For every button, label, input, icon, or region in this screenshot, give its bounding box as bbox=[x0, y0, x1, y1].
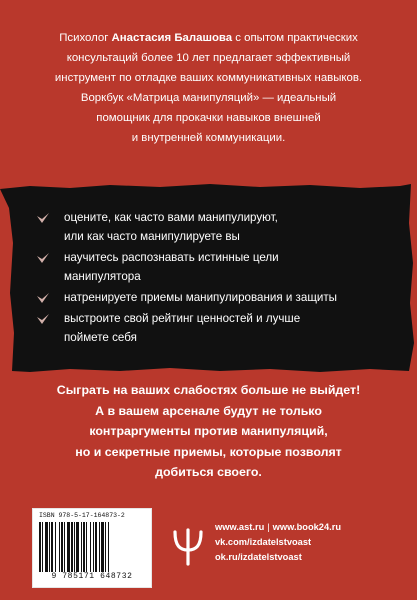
barcode bbox=[32, 508, 152, 588]
barcode-bar bbox=[49, 522, 50, 572]
list-item-line-1: натренируете приемы манипулирования и защиты bbox=[64, 291, 337, 304]
list-item bbox=[36, 248, 381, 286]
list-item-line-2: манипулятора bbox=[64, 270, 141, 283]
slogan-line-3: контраргументы против манипуляций, bbox=[89, 424, 328, 439]
intro-line-5: помощник для прокачки навыков внешней bbox=[96, 112, 321, 124]
barcode-bars bbox=[39, 522, 145, 572]
checkmark-icon bbox=[36, 211, 50, 225]
barcode-bar bbox=[90, 522, 91, 572]
intro-paragraph bbox=[40, 28, 377, 148]
link-separator: | bbox=[267, 522, 270, 532]
links-row-1 bbox=[215, 520, 341, 535]
intro-line-2: консультаций более 10 лет предлагает эффективный bbox=[66, 52, 351, 64]
barcode-bar bbox=[51, 522, 53, 572]
isbn-label: ISBN 978-5-17-164873-2 bbox=[39, 512, 125, 519]
list-item bbox=[36, 309, 381, 347]
barcode-bar bbox=[95, 522, 97, 572]
barcode-bar bbox=[99, 522, 100, 572]
list-item-line-2: или как часто манипулируете вы bbox=[64, 230, 240, 243]
barcode-bar bbox=[101, 522, 104, 572]
barcode-bar bbox=[55, 522, 56, 572]
checkmark-icon bbox=[36, 251, 50, 265]
list-item bbox=[36, 208, 381, 246]
list-item-line-1: оцените, как часто вами манипулируют, bbox=[64, 211, 278, 224]
barcode-bar bbox=[39, 522, 41, 572]
barcode-number: 9 785171 648732 bbox=[51, 572, 133, 581]
slogan-line-2: А в вашем арсенале будут не только bbox=[95, 403, 322, 418]
list-item bbox=[36, 288, 381, 307]
ast-logo-icon bbox=[171, 528, 205, 566]
intro-line-1-pre: Психолог bbox=[59, 32, 112, 44]
list-item-line-1: научитесь распознавать истинные цели bbox=[64, 251, 279, 264]
intro-line-4: Воркбук «Матрица манипуляций» — идеальный bbox=[80, 92, 337, 104]
slogan-block bbox=[20, 380, 397, 483]
list-item-line-2: поймете себя bbox=[64, 331, 137, 344]
list-item-line-1: выстроите свой рейтинг ценностей и лучше bbox=[64, 312, 301, 325]
checkmark-icon bbox=[36, 312, 50, 326]
footer bbox=[0, 508, 417, 600]
barcode-bar bbox=[83, 522, 85, 572]
ok-link[interactable]: ok.ru/izdatelstvoast bbox=[215, 552, 302, 562]
ast-link[interactable]: www.ast.ru bbox=[215, 522, 265, 532]
intro-line-3: инструмент по отладке ваших коммуникативных навыков. bbox=[54, 72, 363, 84]
barcode-bar bbox=[105, 522, 106, 572]
barcode-bar bbox=[74, 522, 75, 572]
slogan-line-4: но и секретные приемы, которые позволят bbox=[75, 444, 342, 459]
barcode-bar bbox=[76, 522, 79, 572]
barcode-bar bbox=[93, 522, 94, 572]
barcode-bar bbox=[71, 522, 73, 572]
vk-link[interactable]: vk.com/izdatelstvoast bbox=[215, 537, 312, 547]
barcode-bar bbox=[108, 522, 109, 572]
intro-line-6: и внутренней коммуникации. bbox=[131, 132, 286, 144]
intro-line-1-post: с опытом практических bbox=[232, 32, 358, 44]
barcode-bar bbox=[67, 522, 70, 572]
publisher-links bbox=[215, 520, 341, 565]
slogan-line-1: Сыграть на ваших слабостях больше не выйдет! bbox=[56, 383, 361, 397]
benefits-list bbox=[36, 208, 381, 347]
barcode-bar bbox=[86, 522, 87, 572]
intro-line-1 bbox=[40, 28, 377, 48]
book24-link[interactable]: www.book24.ru bbox=[272, 522, 342, 532]
barcode-bar bbox=[42, 522, 43, 572]
barcode-bar bbox=[81, 522, 82, 572]
checkmark-icon bbox=[36, 291, 50, 305]
author-name: Анастасия Балашова bbox=[111, 32, 233, 44]
barcode-bar bbox=[45, 522, 48, 572]
barcode-bar bbox=[61, 522, 63, 572]
barcode-bar bbox=[64, 522, 65, 572]
slogan-line-5: добиться своего. bbox=[155, 465, 262, 480]
barcode-bar bbox=[59, 522, 60, 572]
